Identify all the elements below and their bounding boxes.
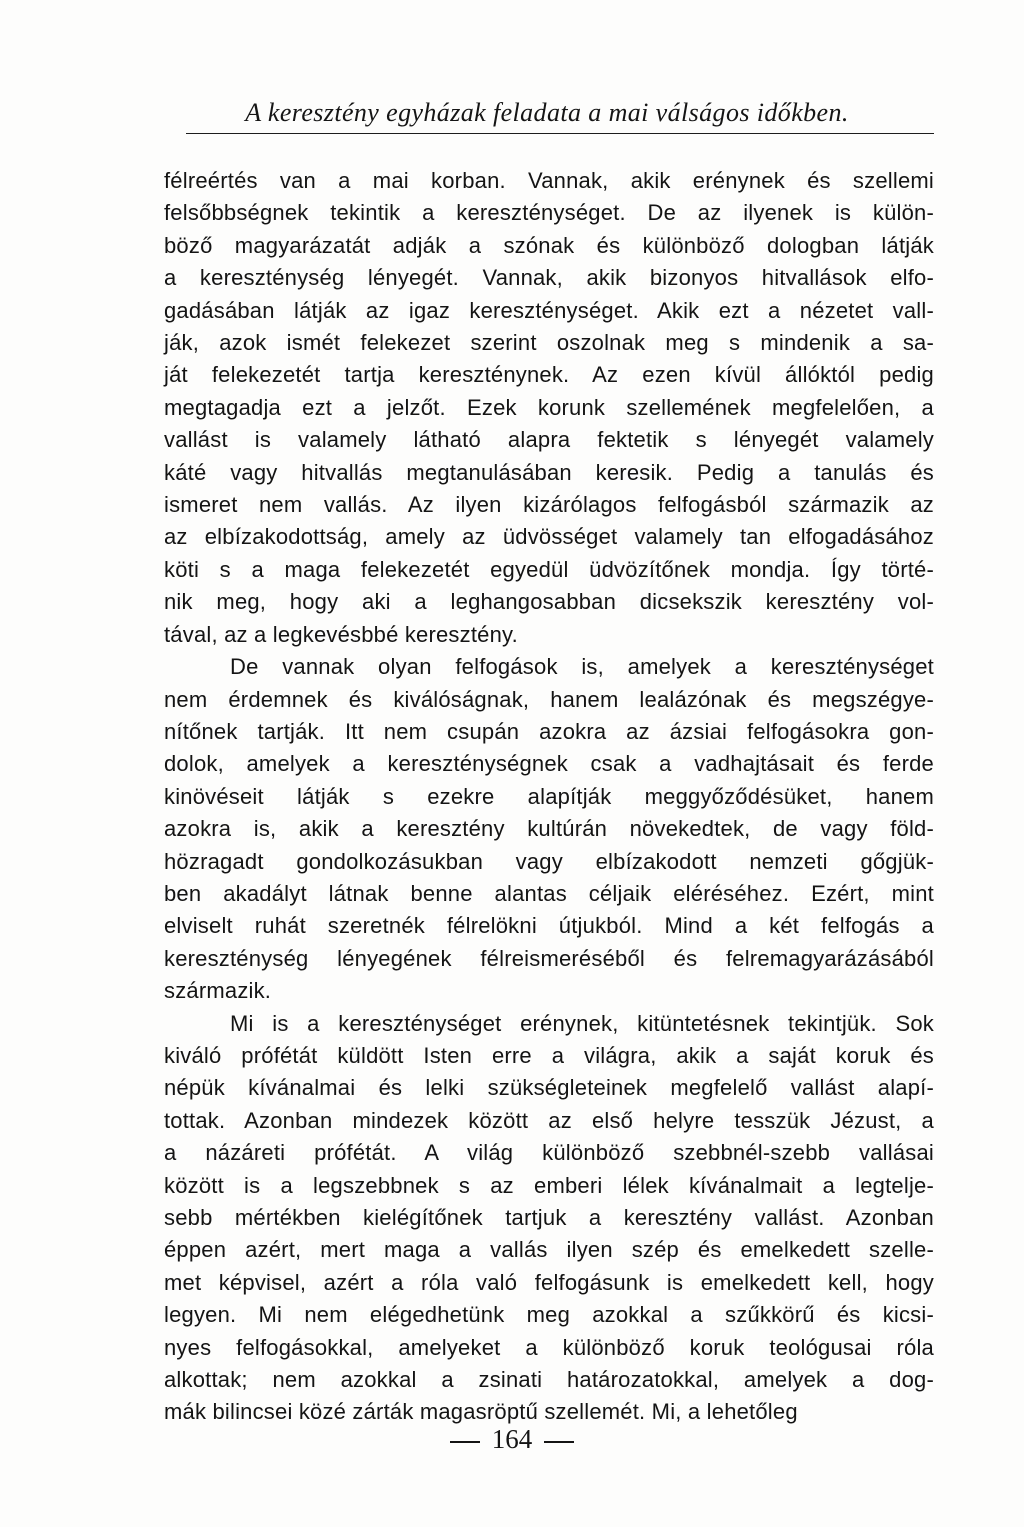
- text-line: között is a legszebbnek s az emberi lélek kívánalmait a legtelje-: [164, 1172, 934, 1198]
- running-head: A keresztény egyházak feladata a mai válságos időkben.: [245, 98, 849, 127]
- text-line: gadásában látják az igaz kereszténységet. Akik ezt a nézetet vall-: [164, 297, 934, 323]
- text-line: tával, az a legkevésbbé keresztény.: [164, 621, 518, 647]
- text-line: alkottak; nem azokkal a zsinati határozatokkal, amelyek a dog-: [164, 1367, 934, 1393]
- text-line: nyes felfogásokkal, amelyeket a különböző koruk teológusai róla: [164, 1334, 934, 1360]
- text-line: megtagadja ezt a jelzőt. Ezek korunk szellemének megfelelően, a: [164, 394, 934, 420]
- text-line: hözragadt gondolkozásukban vagy elbízakodott nemzeti gőgjük-: [164, 848, 934, 874]
- text-line: éppen azért, mert maga a vallás ilyen szép és emelkedett szelle-: [164, 1237, 934, 1263]
- text-line: elviselt ruhát szeretnék félrelökni útjukból. Mind a két felfogás a: [164, 913, 934, 939]
- text-line: félreértés van a mai korban. Vannak, akik erénynek és szellemi: [164, 168, 934, 193]
- page-number: 164: [491, 1424, 533, 1454]
- text-line: ismeret nem vallás. Az ilyen kizárólagos felfogásból származik az: [164, 492, 934, 518]
- text-line: a kereszténység lényegét. Vannak, akik bizonyos hitvallások elfo-: [164, 265, 934, 291]
- header-rule: [186, 133, 934, 134]
- text-line: az elbízakodottság, amely az üdvösséget valamely tan elfogadásához: [164, 524, 934, 550]
- text-line: met képvisel, azért a róla való felfogásunk is emelkedett kell, hogy: [164, 1269, 934, 1295]
- text-line: azokra is, akik a keresztény kultúrán növekedtek, de vagy föld-: [164, 816, 934, 842]
- text-line: a názáreti prófétát. A világ különböző szebbnél-szebb vallásai: [164, 1140, 934, 1166]
- text-line: nik meg, hogy aki a leghangosabban dicsekszik keresztény vol-: [164, 589, 934, 615]
- text-line: vallást is valamely látható alapra fektetik s lényegét valamely: [164, 427, 934, 453]
- paragraph: [164, 1008, 934, 1429]
- body-text: [164, 165, 934, 1429]
- text-line: kinövéseit látják s ezekre alapítják meggyőződésüket, hanem: [164, 783, 934, 809]
- text-line: ják, azok ismét felekezet szerint oszolnak meg s mindenik a sa-: [164, 330, 934, 356]
- text-line: nítőnek tartják. Itt nem csupán azokra az ázsiai felfogásokra gon-: [164, 718, 934, 744]
- text-line: ját felekezetét tartja kereszténynek. Az ezen kívül állóktól pedig: [164, 362, 934, 388]
- text-line: tottak. Azonban mindezek között az első helyre tesszük Jézust, a: [164, 1107, 934, 1133]
- text-line: ben akadályt látnak benne alantas céljaik eléréséhez. Ezért, mint: [164, 880, 934, 906]
- text-line: népük kívánalmai és lelki szükségleteinek megfelelő vallást alapí-: [164, 1075, 934, 1101]
- text-line: felsőbbségnek tekintik a kereszténységet. De az ilyenek is külön-: [164, 200, 934, 226]
- page-number-footer: [0, 1424, 1024, 1455]
- text-line: köti s a maga felekezetét egyedül üdvözítőnek mondja. Így törté-: [164, 556, 934, 582]
- text-line: dolok, amelyek a kereszténységnek csak a vadhajtásait és ferde: [164, 751, 934, 777]
- text-line: kereszténység lényegének félreismeréséből és felremagyarázásából: [164, 945, 934, 971]
- text-line: kiváló prófétát küldött Isten erre a világra, akik a saját koruk és: [164, 1042, 934, 1068]
- text-line: káté vagy hitvallás megtanulásában keresik. Pedig a tanulás és: [164, 459, 934, 485]
- text-line: mák bilincsei közé zárták magasröptű szellemét. Mi, a lehetőleg: [164, 1399, 798, 1425]
- dash-right: [544, 1441, 574, 1443]
- paragraph: [164, 165, 934, 651]
- text-line: De vannak olyan felfogások is, amelyek a kereszténységet: [230, 654, 934, 680]
- text-line: böző magyarázatát adják a szónak és különböző dologban látják: [164, 232, 934, 258]
- text-line: nem érdemnek és kiválóságnak, hanem lealázónak és megszégye-: [164, 686, 934, 712]
- dash-left: [450, 1441, 480, 1443]
- text-line: sebb mértékben kielégítőnek tartjuk a keresztény vallást. Azonban: [164, 1205, 934, 1230]
- text-line: származik.: [164, 978, 272, 1004]
- paragraph: [164, 651, 934, 1007]
- text-line: legyen. Mi nem elégedhetünk meg azokkal a szűkkörű és kicsi-: [164, 1302, 934, 1328]
- text-line: Mi is a kereszténységet erénynek, kitüntetésnek tekintjük. Sok: [230, 1010, 934, 1036]
